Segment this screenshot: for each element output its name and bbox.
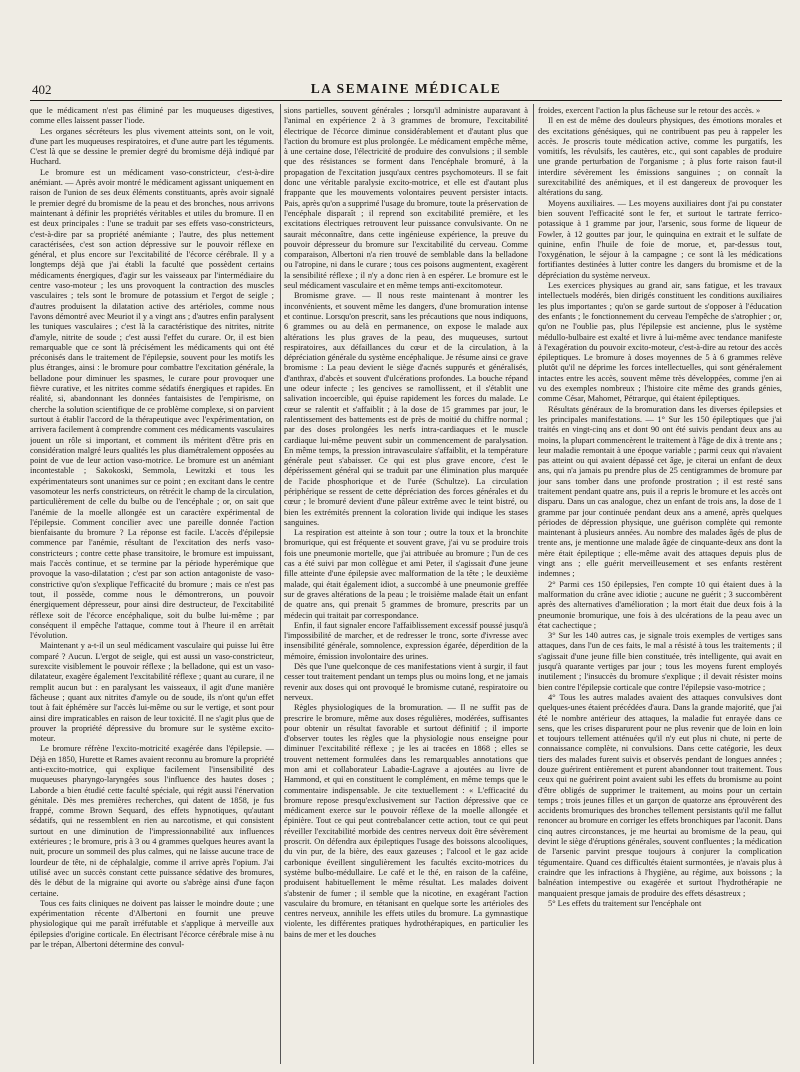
paragraph: Résultats généraux de la bromuration dans les diverses épilepsies et les principales manifestations. — 1° Sur les 150 épileptiques que j'ai traités en vingt-cinq ans et dont 90 ont été suivis pendant deux ans au moins, la plupart commencèrent le traitement à l'âge de dix à trente ans ; leur maladie remontait à une époque variable ; parmi ceux qui n'avaient pas atteint ou qui avaient dépassé cet âge, je citerai un enfant de deux ans, qui n'a jamais pu prendre plus de 25 centigrammes de bromure par jour sans tomber dans une profonde prostration ; il est resté sans traitement pendant quatre ans, puis il a repris le bromure et les accès ont disparu. Dans un cas analogue, chez un enfant de trois ans, la dose de 1 gramme par jour continuée pendant deux ans a amené, après quelques périodes de dépression physique, une guérison complète qui remonte maintenant à plusieurs années. Au nombre des malades âgés de plus de trente ans, je mentionne une malade âgée de cinquante-deux ans dont la mère était épileptique ; elle-même avait des attaques depuis plus de vingt ans ; elle guérit merveilleusement et ses enfants restèrent indemnes ; (538, 404, 782, 579)
page-header (30, 80, 782, 101)
paragraph: La respiration est atteinte à son tour ; outre la toux et la bronchite bromurique, qui est fréquente et souvent grave, j'ai vu se produire trois fois une pneumonie mortelle, que j'ai attribuée au bromure ; l'un de ces cas a été suivi par mon collègue et ami Peter, il s'agissait d'une jeune fille atteinte d'une épilepsie avec malformation de la tête ; le deuxième malade, qui était également idiot, a succombé à une pneumonie greffée sur de graves altérations de la peau ; le troisième malade était un enfant de quatre ans, qui prenait 5 grammes de bromure, prescrits par un médecin qui traitait par correspondance. (284, 528, 528, 620)
journal-page (30, 0, 782, 1072)
paragraph: Dès que l'une quelconque de ces manifestations vient à surgir, il faut cesser tout traitement pendant un temps plus ou moins long, et ne jamais revenir aux doses qui ont provoqué le bromisme cutané, respiratoire ou nerveux. (284, 662, 528, 702)
text-column-middle (284, 106, 528, 1064)
paragraph: Maintenant y a-t-il un seul médicament vasculaire qui puisse lui être comparé ? Aucun. L'ergot de seigle, qui est aussi un vaso-constricteur, surexcite visiblement le pouvoir réflexe ; la belladone, qui est un vaso-dilatateur, exagère également l'excitabilité réflexe ; quant au curare, il ne remplit aucun but : en paralysant les vaisseaux, il agit d'une manière fâcheuse ; quant aux nitrites d'amyle ou de soude, ils n'ont qu'un effet tout à fait éphémère sur l'accès lui-même ou sur le vertige, et sont pour ainsi dire impraticables en raison de leur toxicité. Il ne s'agit plus que de prouver la propriété dépressive du bromure sur le système excito-moteur. (30, 641, 274, 744)
running-title: LA SEMAINE MÉDICALE (310, 81, 502, 96)
paragraph: 3° Sur les 140 autres cas, je signale trois exemples de vertiges sans attaques, dans l'un de ces faits, le mal a résisté à tous les traitements ; il s'agissait d'une jeune fille bien constituée, très intelligente, qui avait en jusqu'à quarante vertiges par jour ; tous les moyens furent employés inutilement ; l'insuccès du bromure s'explique ; il devait résister moins bien contre l'épilepsie corticale que contre l'épilepsie vaso-motrice ; (538, 631, 782, 692)
paragraph: Le bromure réfrène l'excito-motricité exagérée dans l'épilepsie. — Déjà en 1850, Hurette et Rames avaient reconnu au bromure la propriété anti-excito-motrice, qui explique facilement l'insensibilité des muqueuses pharyngo-laryngées sous l'influence des hautes doses ; Laborde a bien étudié cette faculté spéciale, qui régit aussi l'énervation génitale. Dès mes premières recherches, qui datent de 1858, je fus frappé, comme Brown Sequard, des effets hypnotiques, qu'autant sédatifs, qui ne ressemblent en rien au narcotisme, et qui consistent surtout en une diminution de l'impressionnabilité aux influences extérieures ; le bromure, pris à 3 ou 4 grammes quelques heures avant la nuit, procure un sommeil des plus calmes, qui ne laisse aucune trace de lourdeur de tête, ni de céphalalgie, comme il arrive après l'opium. J'ai utilisé avec un succès constant cette puissance sédative des bromures, dès le début de la migraine qui avorte ou s'abrège ainsi d'une façon certaine. (30, 744, 274, 898)
paragraph: sions partielles, souvent générales ; lorsqu'il administre auparavant à l'animal en expérience 2 à 3 grammes de bromure, l'excitabilité électrique de l'écorce diminue considérablement et d'autant plus que l'action du bromure est plus prolongée. Le médicament empêche même, à une certaine dose, l'électricité de produire des convulsions ; il semble que des résistances se forment dans l'encéphale bromuré, à la propagation de l'excitation jusqu'aux centres psychomoteurs. Il se fait donc une véritable paralysie excito-motrice, et elle est d'autant plus frappante que les mouvements volontaires peuvent persister intacts. Pais, après qu'on a supprimé l'usage du bromure, toute la préservation de l'encéphale disparaît ; il reprend son excitabilité première, et les excitations électriques retrouvent leur puissance convulsivante. On ne saurait méconnaître, dans cette ingénieuse expérience, la preuve du pouvoir dépresseur du bromure sur l'excitabilité du cerveau. Comme comparaison, Albertoni n'a rien trouvé de semblable dans la belladone ou l'atropine, ni dans le curare ; tous ces poisons augmentent, exagèrent la sensibilité réflexe ; il n'y a donc rien à en espérer. Le bromure est le seul médicament vasculaire et en même temps anti-excitomoteur. (284, 106, 528, 291)
paragraph: Il en est de même des douleurs physiques, des émotions morales et des excitations génésiques, qui ne contribuent pas peu à rappeler les accès. Je proscris toute médication active, comme les purgatifs, les vomitifs, les révulsifs, les cautères, etc., qui sont capables de produire une grande perturbation de l'organisme ; à plus forte raison faut-il interdire sévèrement les émissions sanguines ; on connaît la surexcitabilité des anémiques, et il est dangereux de provoquer les altérations du sang. (538, 116, 782, 198)
paragraph: Les organes sécréteurs les plus vivement atteints sont, on le voit, d'une part les muqueuses respiratoires, et d'une autre part les téguments. C'est là que se dessine le premier degré du bromisme déjà indiqué par Huchard. (30, 126, 274, 167)
text-column-right (538, 106, 782, 1064)
text-column-left (30, 106, 274, 1064)
paragraph: Bromisme grave. — Il nous reste maintenant à montrer les inconvénients, et souvent même les dangers, d'une bromuration intense et continue. Lorsqu'on prescrit, sans les précautions que nous indiquons, 6 grammes ou au delà en permanence, on expose le malade aux altérations les plus graves de la peau, des muqueuses, surtout respiratoires, aux défaillances du cœur et de la circulation, à la dépréciation générale du système encéphalique. Je résume ainsi ce grave bromisme : La peau devient le siège d'acnés suppurés et généralisés, d'anthrax, d'abcès et souvent d'ulcérations profondes. La bouche répand une odeur infecte ; les gencives se ramollissent, et il s'établit une salivation incoercible, qui épuise rapidement les forces du malade. Le cœur se ralentit et s'affaiblit ; à la dose de 15 grammes par jour, le ralentissement des battements est de près de moitié du chiffre normal ; par des doses prolongées les nerfs intra-cardiaques et le muscle cardiaque lui-même peuvent subir un commencement de paralysation. En même temps, la pression intravasculaire s'affaiblit, et la température générale peut s'abaisser. Ce qui est plus grave encore, c'est le dépérissement général qui se traduit par une élimination plus marquée de l'acide phosphorique et de l'urée (Schultze). La circulation périphérique se ressent de cette dépréciation des forces générales et du cœur ; le bromuré devient d'une pâleur extrême avec le teint bistré, ou bien les extrémités prennent la coloration livide qui indique les stases sanguines. (284, 291, 528, 527)
paragraph: froides, exercent l'action la plus fâcheuse sur le retour des accès. » (538, 106, 761, 115)
paragraph: Enfin, il faut signaler encore l'affaiblissement excessif poussé jusqu'à l'impossibilité de marcher, et de redresser le tronc, sorte d'ivresse avec insensibilité générale, somnolence, expression égarée, déperdition de la mémoire, émission involontaire des urines. (284, 620, 528, 661)
paragraph: 2° Parmi ces 150 épilepsies, l'en compte 10 qui étaient dues à la malformation du crâne avec idiotie ; aucune ne guérit ; 3 succombèrent après des alternatives d'amélioration ; la mort était due deux fois à la pneumonie bromurique, une fois à des ulcérations de la peau avec un état cachectique ; (538, 579, 782, 630)
paragraph: 5° Les effets du traitement sur l'encéphale ont (548, 898, 702, 908)
paragraph: Tous ces faits cliniques ne doivent pas laisser le moindre doute ; une expérimentation récente d'Albertoni en fournit une preuve physiologique qui me paraît irréfutable et s'applique à merveille aux épilepsies d'origine corticale. En électrisant l'écorce cérébrale mise à nu par le trépan, Albertoni détermine des convul- (30, 898, 274, 950)
paragraph: Règles physiologiques de la bromuration. — Il ne suffit pas de prescrire le bromure, même aux doses régulières, modérées, suffisantes pour obtenir un résultat favorable et surtout définitif ; il importe d'observer toutes les règles que la physiologie nous enseigne pour diminuer l'excitabilité réflexe ; je les ai tracées en 1868 ; elles se trouvent nettement formulées dans les remarquables annotations que mon ami et collaborateur Labadie-Lagrave a ajoutées au livre de Hammond, et qui en constituent le complément, en même temps que le commentaire indispensable. Je cite textuellement : « L'efficacité du bromure repose presqu'exclusivement sur l'action dépressive que ce médicament exerce sur le pouvoir réflexe de la moelle allongée et épinière. Tout ce qui peut contrebalancer cette action, tout ce qui peut réveiller l'excitabilité morbide des centres nerveux doit être sévèrement proscrit. On défendra aux épileptiques l'usage des boissons alcooliques, du vin pur, de la bière, des eaux gazeuses ; l'alcool et le gaz acide carbonique éveillent singulièrement les facultés excito-motrices du système bulbo-médullaire. Le café et le thé, en raison de la caféine, produisent habituellement le même résultat. Les malades doivent s'abstenir de fumer ; il semble que la nicotine, en exagérant l'action vasculaire du bromure, en tétanisant en quelque sorte les artérioles des centres nerveux, annihile les effets utiles du bromure. La gymnastique violente, les différentes pratiques hydrothérapiques, en particulier les bains de mer et les douches (284, 703, 528, 939)
page-number: 402 (32, 82, 52, 97)
paragraph: Les exercices physiques au grand air, sans fatigue, et les travaux intellectuels modérés, bien dirigés constituent les conditions auxiliaires les plus importantes ; qu'on se garde surtout de s'opposer à l'éducation des enfants ; le fonctionnement du cerveau l'empêche de s'atrophier ; or, qu'on ne l'oublie pas, plus l'épilepsie est ancienne, plus le système médullo-bulbaire est exalté et livre à lui-même avec tendance manifeste à l'exagération du pouvoir excito-moteur, c'est-à-dire au retour des accès épileptiques. Le bromure à doses moyennes de 5 à 6 grammes relève plutôt qu'il ne déprime les forces intellectuelles, qui sont généralement intactes entre les accès, souvent même très développées, comme j'en ai vu des exemples nombreux ; l'histoire cite même des grands génies, comme César, Mahomet, Pétrarque, qui étaient épileptiques. (538, 281, 782, 404)
paragraph: Le bromure est un médicament vaso-constricteur, c'est-à-dire anémiant. — Après avoir montré le médicament agissant uniquement en raison de l'union de ses deux éléments constituants, après avoir signalé le premier degré du bromisme de la peau et des bronches, nous arrivons maintenant à définir les propriétés véritables et utiles du bromure. Il en est deux principales : l'une se traduit par ses effets vaso-constricteurs, c'est-à-dire par sa propriété anémiante ; l'autre, des plus nettement caractérisées, c'est son action dépressive sur le pouvoir réflexe en général, et plus encore sur l'excitabilité de l'écorce cérébrale. Il y a longtemps déjà que j'ai établi la faculté que possèdent certains médicaments énergiques, d'agir sur les vaisseaux par l'intermédiaire du centre vaso-moteur ; les uns provoquent la contraction des muscles vasculaires ; tels sont le bromure de potassium et l'ergot de seigle ; d'autres produisent la dilatation active des artérioles, comme nous l'avons démontré avec Meuriot il y a vingt ans ; d'autres enfin paralysent les tuniques vasculaires ; c'est là la caractéristique des nitrites, nitrite d'amyle, nitrite de soude ; c'est aussi l'effet du curare. Or, il est bien remarquable que ce sont là précisément les médicaments qui ont été préconisés dans le traitement de l'épilepsie, souvent pour les motifs les plus étranges, ainsi : le bromure pour combattre l'excitation générale, la belladone pour diminuer les spasmes, le curare pour provoquer une fièvre curative, et les nitrites comme sédatifs énergiques et rapides. En réalité, si, abandonnant les données fantaisistes de l'empirisme, on cherche la solution scientifique de ce problème complexe, si on parvient surtout à établir l'accord de la thérapeutique avec l'expérimentation, on arrivera facilement à comprendre comment ces médicaments vasculaires jouent un rôle si important, et comment ils méritent d'être pris en considération malgré leurs qualités les plus diamétralement opposées au point de vue de leur action vaso-motrice. Le bromure est un anémiant incontestable ; Sakokoski, Semmola, Lewitzki et tous les expérimentateurs sont unanimes sur ce point ; en excitant dans le centre vasomoteur les nerfs constricteurs, on rétrécit le champ de la circulation, particulièrement de celle du bulbe ou de l'encéphale ; or, on sait que l'anémie de la moelle allongée est un caractère expérimental de l'épilepsie. Comment concilier avec une pareille donnée l'action bienfaisante du bromure ? La réponse est facile. L'accès d'épilepsie commence par l'anémie, résultant de l'excitation des nerfs vaso-constricteurs ; contre cette phase transitoire, le bromure est impuissant, mais l'accès continue, et se termine par la période hyperémique que provoque la vaso-dilatation ; c'est par son action antagoniste de vaso-constrictive qu'on s'explique l'efficacité du bromure ; mais ce n'est pas tout, il possède, comme nous le démontrerons, un pouvoir énergiquement dépresseur, pour ainsi dire destructeur, de l'excitabilité réflexe soit de l'écorce encéphalique, soit du bulbe lui-même ; par conséquent il empêche l'attaque, comme tout à l'heure il en arrêtait l'évolution. (30, 167, 274, 641)
text-columns (30, 106, 782, 1064)
paragraph: Moyens auxiliaires. — Les moyens auxiliaires dont j'ai pu constater bien souvent l'efficacité sont le fer, et surtout le tartrate ferrico-potassique à 1 gramme par jour, l'arsenic, sous forme de liqueur de Fowler, à 12 gouttes par jour, le quinquina en extrait et le sulfate de quinine, enfin l'huile de foie de morue, et, par-dessus tout, l'oxygénation, le séjour à la campagne ; ce sont là les médications fortifiantes destinées à lutter contre les dangers du bromisme et de la dépréciation du système nerveux. (538, 198, 782, 280)
paragraph: 4° Tous les autres malades avaient des attaques convulsives dont quelques-unes étaient précédées d'aura. Dans la grande majorité, que j'ai été le nombre antérieur des attaques, la maladie fut enrayée dans ce sens, que les crises disparurent pour ne plus revenir que de loin en loin et toujours tellement atténuées qu'il n'y eut plus ni chute, ni perte de connaissance complète, ni convulsions. Dans cette catégorie, les deux tiers des malades furent suivis et observés pendant de longues années ; douze guérirent entièrement et purent abandonner tout traitement. Tous ceux qui ne guérirent point avaient subi les effets du bromisme au point d'être obligés de supprimer le traitement, au moins pour un certain temps ; trois jeunes filles et un garçon de quatorze ans éprouvèrent des accidents bromuriques des bronches tellement persistants qu'il me fallut renoncer au bromure en corriger les effets bronchiques par l'aconit. Dans cinq autres circonstances, je me heurtai au bromisme de la peau, qui devint le siège d'éruptions générales, souvent confluentes ; la médication de l'arsenic parvint presque toujours à conjurer la complication tégumentaire. Quand ces difficultés étaient surmontées, je n'avais plus à craindre que les infractions à l'hygiène, au régime, aux boissons ; la balnéation intempestive ou exagérée et surtout l'hydrothérapie ne manquaient presque jamais de produire des effets désastreux ; (538, 692, 782, 898)
paragraph: que le médicament n'est pas éliminé par les muqueuses digestives, comme elles laissent passer l'iode. (30, 106, 274, 126)
